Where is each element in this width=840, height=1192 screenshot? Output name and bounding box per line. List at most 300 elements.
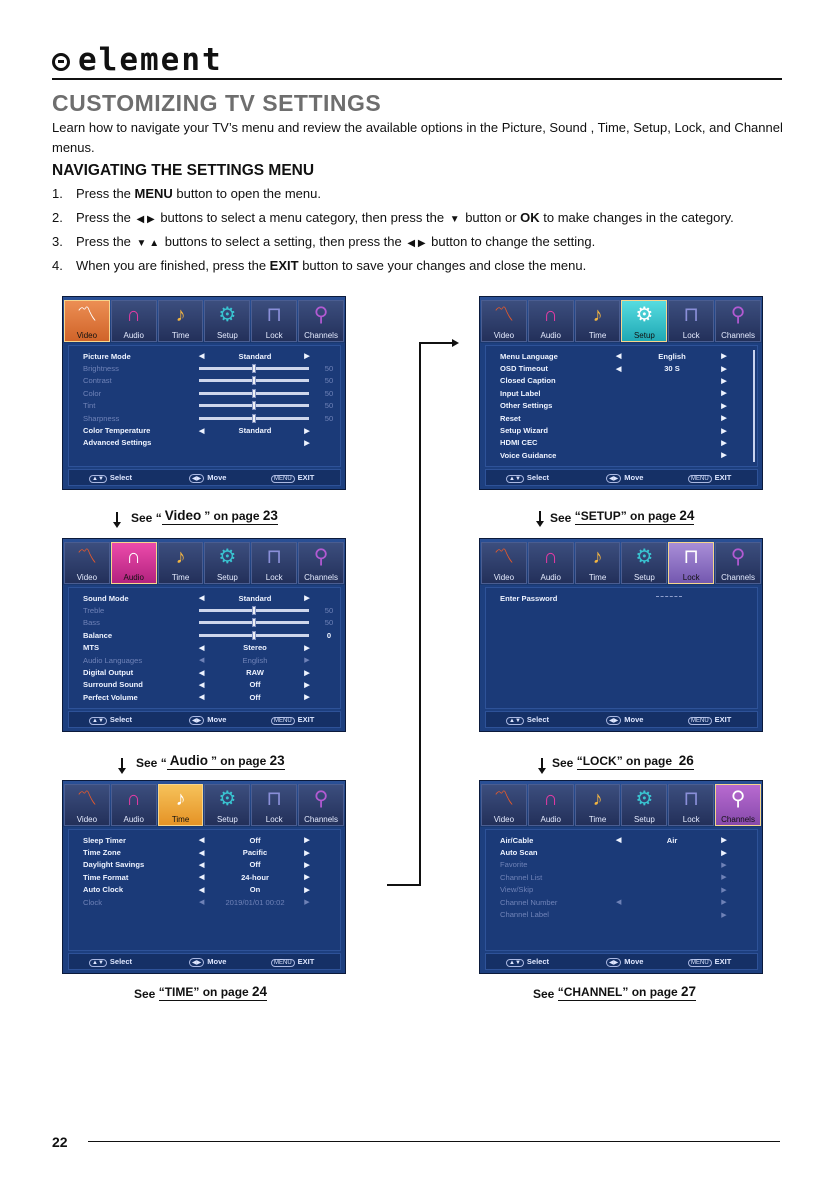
tab-label: Time: [588, 815, 607, 824]
menu-body: [68, 587, 341, 709]
menu-footer: [68, 953, 341, 970]
row-label: Contrast: [83, 376, 112, 386]
tab-label: Lock: [265, 331, 283, 340]
lock-icon: ⊓: [266, 788, 283, 810]
tab-label: Time: [171, 573, 190, 582]
menu-row: [83, 846, 340, 858]
caption-see: See: [136, 756, 158, 770]
tab-label: Video: [493, 331, 515, 340]
tab-label: Setup: [216, 573, 238, 582]
row-label: Other Settings: [500, 401, 553, 411]
tab-label: Channels: [304, 573, 338, 582]
tab-lock: [668, 784, 714, 826]
menu-row: [500, 412, 757, 424]
menu-row: [83, 400, 340, 412]
row-label: Advanced Settings: [83, 438, 152, 448]
tab-label: Setup: [216, 331, 238, 340]
section-title: NAVIGATING THE SETTINGS MENU: [52, 162, 315, 179]
tab-lock: [668, 542, 714, 584]
row-label: Voice Guidance: [500, 450, 557, 460]
footer-move: Move: [624, 714, 644, 724]
caption-word: Audio: [169, 753, 208, 768]
lock-icon: ⊓: [683, 788, 700, 810]
right-arrowhead-icon: [452, 339, 459, 347]
row-label: Surround Sound: [83, 680, 143, 690]
right-arrow-icon: ▶: [304, 644, 310, 652]
row-label: Picture Mode: [83, 351, 131, 361]
menu-row: [83, 642, 340, 654]
slider-knob: [252, 618, 256, 627]
step-item: [52, 185, 822, 209]
right-arrow-icon: ▶: [304, 849, 310, 857]
footer-exit: EXIT: [714, 472, 732, 482]
left-arrow-icon: ◀: [199, 669, 205, 677]
menu-tab-bar: [63, 297, 345, 343]
tab-channels: [298, 784, 344, 826]
time-menu-screenshot: [62, 780, 346, 974]
tab-label: Time: [171, 331, 190, 340]
menu-row: [500, 400, 757, 412]
row-label: Auto Clock: [83, 885, 124, 895]
tab-label: Audio: [123, 331, 144, 340]
right-arrow-icon: ▶: [721, 427, 727, 435]
brand-name: element: [78, 41, 223, 78]
menu-key-icon: MENU: [271, 717, 295, 725]
menu-row: [83, 691, 340, 703]
left-right-icon: ◀▶: [189, 716, 204, 725]
tab-setup: [621, 784, 667, 826]
menu-row: [83, 679, 340, 691]
tab-lock: [251, 300, 297, 342]
menu-body: [68, 829, 341, 951]
video-menu-screenshot: [62, 296, 346, 490]
menu-row: [83, 896, 340, 908]
picture-icon: 〽: [76, 304, 97, 326]
tab-time: [575, 300, 621, 342]
tab-time: [158, 784, 204, 826]
left-arrow-icon: ◀: [199, 886, 205, 894]
left-right-icon: ◀▶: [189, 474, 204, 483]
tab-label: Time: [588, 331, 607, 340]
tab-label: Video: [493, 815, 515, 824]
menu-tab-bar: [480, 781, 762, 827]
caption-see: See: [550, 511, 572, 525]
caption-page: 24: [679, 508, 695, 523]
tab-time: [575, 784, 621, 826]
tab-label: Lock: [682, 331, 700, 340]
step-number: 1.: [52, 186, 63, 201]
footer-exit: EXIT: [297, 714, 315, 724]
row-label: Setup Wizard: [500, 426, 549, 436]
scrollbar: [753, 350, 755, 462]
tab-time: [575, 542, 621, 584]
headphones-icon: ∩: [543, 546, 558, 568]
row-label: Brightness: [83, 364, 119, 374]
tab-label: Time: [588, 573, 607, 582]
caption-lock: [552, 753, 694, 770]
slider-knob: [252, 631, 256, 640]
row-value: Off: [249, 680, 261, 690]
tab-video: [64, 300, 110, 342]
row-value: Stereo: [243, 643, 267, 653]
lock-icon: ⊓: [683, 304, 700, 326]
row-label: Air/Cable: [500, 835, 534, 845]
menu-row: [500, 387, 757, 399]
down-up-arrows-icon: ▼ ▲: [136, 238, 160, 249]
caption-text: “TIME” on page: [158, 985, 249, 999]
left-arrow-icon: ◀: [199, 874, 205, 882]
menu-row: [500, 884, 757, 896]
row-label: Sound Mode: [83, 593, 129, 603]
menu-row: [83, 362, 340, 374]
left-arrow-icon: ◀: [199, 899, 205, 907]
headphones-icon: ∩: [126, 546, 141, 568]
menu-footer: [485, 469, 758, 486]
menu-row: [500, 362, 757, 374]
tab-audio: [528, 300, 574, 342]
step-item: [52, 209, 822, 233]
tab-label: Lock: [682, 815, 700, 824]
left-right-icon: ◀▶: [606, 958, 621, 967]
caption-word: Video: [164, 508, 202, 523]
down-arrow-icon: [537, 758, 547, 774]
tab-label: Time: [171, 815, 190, 824]
right-arrow-icon: ▶: [721, 377, 727, 385]
row-value: 50: [324, 606, 334, 616]
menu-row: [83, 424, 340, 436]
menu-row: [500, 449, 757, 461]
tab-setup: [204, 300, 250, 342]
left-arrow-icon: ◀: [616, 353, 622, 361]
caption-see: See: [552, 756, 574, 770]
left-arrow-icon: ◀: [616, 365, 622, 373]
caption-quote: “: [160, 756, 167, 770]
caption-setup: [550, 508, 694, 525]
left-arrow-icon: ◀: [199, 849, 205, 857]
tab-channels: [715, 542, 761, 584]
left-arrow-icon: ◀: [199, 644, 205, 652]
element-logo-icon: [52, 53, 70, 71]
row-label: View/Skip: [500, 885, 534, 895]
right-arrow-icon: ▶: [721, 861, 727, 869]
caption-channel: [533, 984, 696, 1001]
right-arrow-icon: ▶: [304, 657, 310, 665]
menu-body: [68, 345, 341, 467]
gear-icon: ⚙: [635, 788, 654, 810]
tab-label: Setup: [633, 331, 655, 340]
caption-video: [131, 508, 278, 525]
step-text: to make changes in the category.: [539, 210, 734, 225]
tab-label: Video: [76, 815, 98, 824]
left-arrow-icon: ◀: [199, 427, 205, 435]
caption-page: 26: [678, 753, 694, 768]
row-label: Reset: [500, 413, 521, 423]
tab-lock: [251, 542, 297, 584]
headphones-icon: ∩: [543, 304, 558, 326]
picture-icon: 〽: [493, 788, 514, 810]
lock-icon: ⊓: [266, 304, 283, 326]
footer-select: Select: [109, 472, 132, 482]
tab-video: [64, 784, 110, 826]
slider: [199, 621, 309, 624]
tab-label: Video: [76, 573, 98, 582]
tab-label: Lock: [265, 815, 283, 824]
step-text: button to save your changes and close the menu.: [298, 258, 587, 273]
caption-text: “CHANNEL” on page: [557, 985, 678, 999]
footer-select: Select: [526, 472, 549, 482]
up-down-icon: ▲▼: [89, 717, 107, 725]
step-text: Press the: [76, 186, 135, 201]
row-label: Tint: [83, 401, 96, 411]
row-label: Daylight Savings: [83, 860, 145, 870]
row-value: Off: [249, 860, 261, 870]
row-value: 0: [326, 630, 332, 640]
tab-label: Channels: [721, 573, 755, 582]
menu-footer: [485, 711, 758, 728]
menu-body: [485, 829, 758, 951]
up-down-icon: ▲▼: [506, 959, 524, 967]
left-arrow-icon: ◀: [199, 694, 205, 702]
down-arrow-icon: [112, 512, 122, 528]
right-arrow-icon: ▶: [721, 439, 727, 447]
row-value: Standard: [238, 426, 272, 436]
pin-icon: ♪: [175, 304, 186, 326]
slider: [199, 367, 309, 370]
row-label: Channel List: [500, 872, 543, 882]
lock-icon: ⊓: [683, 546, 700, 568]
right-arrow-icon: ▶: [304, 681, 310, 689]
row-label: Clock: [83, 897, 102, 907]
row-label: Bass: [83, 618, 100, 628]
slider: [199, 609, 309, 612]
audio-menu-screenshot: [62, 538, 346, 732]
menu-key-icon: MENU: [688, 959, 712, 967]
caption-page: 24: [252, 984, 268, 999]
tab-label: Setup: [633, 815, 655, 824]
tab-audio: [528, 784, 574, 826]
magnifier-icon: ⚲: [730, 546, 746, 568]
tab-channels: [715, 784, 761, 826]
menu-row: [500, 437, 757, 449]
right-arrow-icon: ▶: [304, 694, 310, 702]
pin-icon: ♪: [175, 546, 186, 568]
connector-line: [419, 342, 453, 344]
gear-icon: ⚙: [218, 546, 237, 568]
row-label: Time Format: [83, 872, 129, 882]
gear-icon: ⚙: [218, 788, 237, 810]
lock-icon: ⊓: [266, 546, 283, 568]
right-arrow-icon: ▶: [721, 402, 727, 410]
row-value: RAW: [246, 668, 264, 678]
menu-row: [83, 666, 340, 678]
picture-icon: 〽: [493, 546, 514, 568]
row-value: Air: [666, 835, 678, 845]
tab-label: Audio: [123, 573, 144, 582]
right-arrow-icon: ▶: [721, 353, 727, 361]
left-arrow-icon: ◀: [199, 657, 205, 665]
right-arrow-icon: ▶: [721, 874, 727, 882]
row-value: 50: [324, 388, 334, 398]
tab-time: [158, 542, 204, 584]
row-value: 50: [324, 413, 334, 423]
menu-row: [500, 859, 757, 871]
caption-see: See: [134, 987, 156, 1001]
pin-icon: ♪: [592, 304, 603, 326]
tab-setup: [621, 542, 667, 584]
footer-move: Move: [207, 472, 227, 482]
menu-key-icon: MENU: [688, 717, 712, 725]
connector-line: [387, 884, 420, 886]
caption-text: “LOCK” on page: [576, 754, 673, 768]
step-text: button to change the setting.: [427, 234, 596, 249]
steps-list: [52, 185, 822, 281]
menu-row: [500, 846, 757, 858]
left-right-icon: ◀▶: [606, 474, 621, 483]
menu-key-icon: MENU: [688, 475, 712, 483]
left-arrow-icon: ◀: [616, 899, 622, 907]
ok-key: OK: [520, 210, 540, 225]
caption-see: See: [533, 987, 555, 1001]
row-label: OSD Timeout: [500, 364, 548, 374]
slider-knob: [252, 401, 256, 410]
menu-row: [500, 375, 757, 387]
slider-knob: [252, 389, 256, 398]
right-arrow-icon: ▶: [304, 353, 310, 361]
row-value: 50: [324, 364, 334, 374]
row-value: Standard: [238, 351, 272, 361]
menu-row: [83, 859, 340, 871]
step-text: Press the: [76, 210, 135, 225]
tab-label: Channels: [721, 815, 755, 824]
up-down-icon: ▲▼: [89, 959, 107, 967]
right-arrow-icon: ▶: [721, 837, 727, 845]
tab-setup: [621, 300, 667, 342]
row-value: 50: [324, 618, 334, 628]
row-label: Input Label: [500, 388, 541, 398]
caption-quote: “: [155, 511, 162, 525]
row-value: On: [249, 885, 261, 895]
pin-icon: ♪: [175, 788, 186, 810]
menu-row: [83, 629, 340, 641]
magnifier-icon: ⚲: [313, 304, 329, 326]
caption-page: 27: [681, 984, 697, 999]
tab-video: [481, 300, 527, 342]
right-arrow-icon: ▶: [721, 365, 727, 373]
tab-video: [64, 542, 110, 584]
gear-icon: ⚙: [635, 304, 654, 326]
tab-label: Setup: [633, 573, 655, 582]
tab-label: Video: [493, 573, 515, 582]
tab-label: Channels: [304, 815, 338, 824]
caption-time: [134, 984, 267, 1001]
slider-knob: [252, 606, 256, 615]
page-title: CUSTOMIZING TV SETTINGS: [52, 90, 382, 116]
footer-rule: [88, 1141, 780, 1142]
tab-label: Audio: [540, 331, 561, 340]
step-text: buttons to select a menu category, then press the: [156, 210, 448, 225]
gear-icon: ⚙: [218, 304, 237, 326]
menu-row: [500, 896, 757, 908]
menu-row: [83, 654, 340, 666]
right-arrow-icon: ▶: [721, 886, 727, 894]
tab-audio: [111, 784, 157, 826]
left-arrow-icon: ◀: [616, 837, 622, 845]
right-arrow-icon: ▶: [304, 874, 310, 882]
tab-time: [158, 300, 204, 342]
row-label: MTS: [83, 643, 100, 653]
row-value: Off: [249, 692, 261, 702]
brand-logo: [52, 41, 223, 78]
footer-move: Move: [624, 956, 644, 966]
row-label: Perfect Volume: [83, 692, 138, 702]
row-label: Sleep Timer: [83, 835, 126, 845]
slider: [199, 404, 309, 407]
row-value: 24-hour: [241, 872, 269, 882]
menu-row: [500, 871, 757, 883]
intro-paragraph: Learn how to navigate your TV’s menu and review the available options in the Picture, Sound , Time, Setup, Lock, and Channel menus.: [52, 120, 783, 155]
slider-knob: [252, 376, 256, 385]
row-label: Color: [83, 388, 102, 398]
row-value: 50: [324, 376, 334, 386]
menu-row: [500, 350, 757, 362]
row-label: Favorite: [500, 860, 528, 870]
tab-audio: [111, 300, 157, 342]
menu-key-icon: MENU: [271, 475, 295, 483]
page-number: 22: [52, 1134, 68, 1150]
password-field: [656, 596, 682, 597]
tab-channels: [715, 300, 761, 342]
caption-text: ” on page: [210, 754, 267, 768]
caption-text: “SETUP” on page: [574, 509, 677, 523]
menu-row: [83, 834, 340, 846]
menu-body: [485, 345, 758, 467]
tab-label: Lock: [682, 573, 700, 582]
menu-key-icon: MENU: [271, 959, 295, 967]
magnifier-icon: ⚲: [730, 304, 746, 326]
footer-select: Select: [109, 956, 132, 966]
tab-label: Lock: [265, 573, 283, 582]
right-arrow-icon: ▶: [304, 669, 310, 677]
left-right-icon: ◀▶: [189, 958, 204, 967]
step-number: 3.: [52, 234, 63, 249]
menu-row: [500, 908, 757, 920]
pin-icon: ♪: [592, 788, 603, 810]
menu-tab-bar: [63, 539, 345, 585]
menu-row: [83, 437, 340, 449]
right-arrow-icon: ▶: [304, 886, 310, 894]
footer-select: Select: [526, 956, 549, 966]
menu-tab-bar: [480, 539, 762, 585]
menu-row: [500, 424, 757, 436]
picture-icon: 〽: [76, 788, 97, 810]
right-arrow-icon: ▶: [304, 861, 310, 869]
headphones-icon: ∩: [126, 304, 141, 326]
picture-icon: 〽: [493, 304, 514, 326]
menu-tab-bar: [480, 297, 762, 343]
row-value: English: [242, 655, 268, 665]
menu-row: [83, 350, 340, 362]
tab-audio: [111, 542, 157, 584]
menu-tab-bar: [63, 781, 345, 827]
row-label: Sharpness: [83, 413, 120, 423]
setup-menu-screenshot: [479, 296, 763, 490]
channels-menu-screenshot: [479, 780, 763, 974]
tab-setup: [204, 784, 250, 826]
down-arrow-icon: [535, 511, 545, 527]
row-label: Balance: [83, 630, 113, 640]
step-text: button to open the menu.: [172, 186, 321, 201]
slider: [199, 379, 309, 382]
